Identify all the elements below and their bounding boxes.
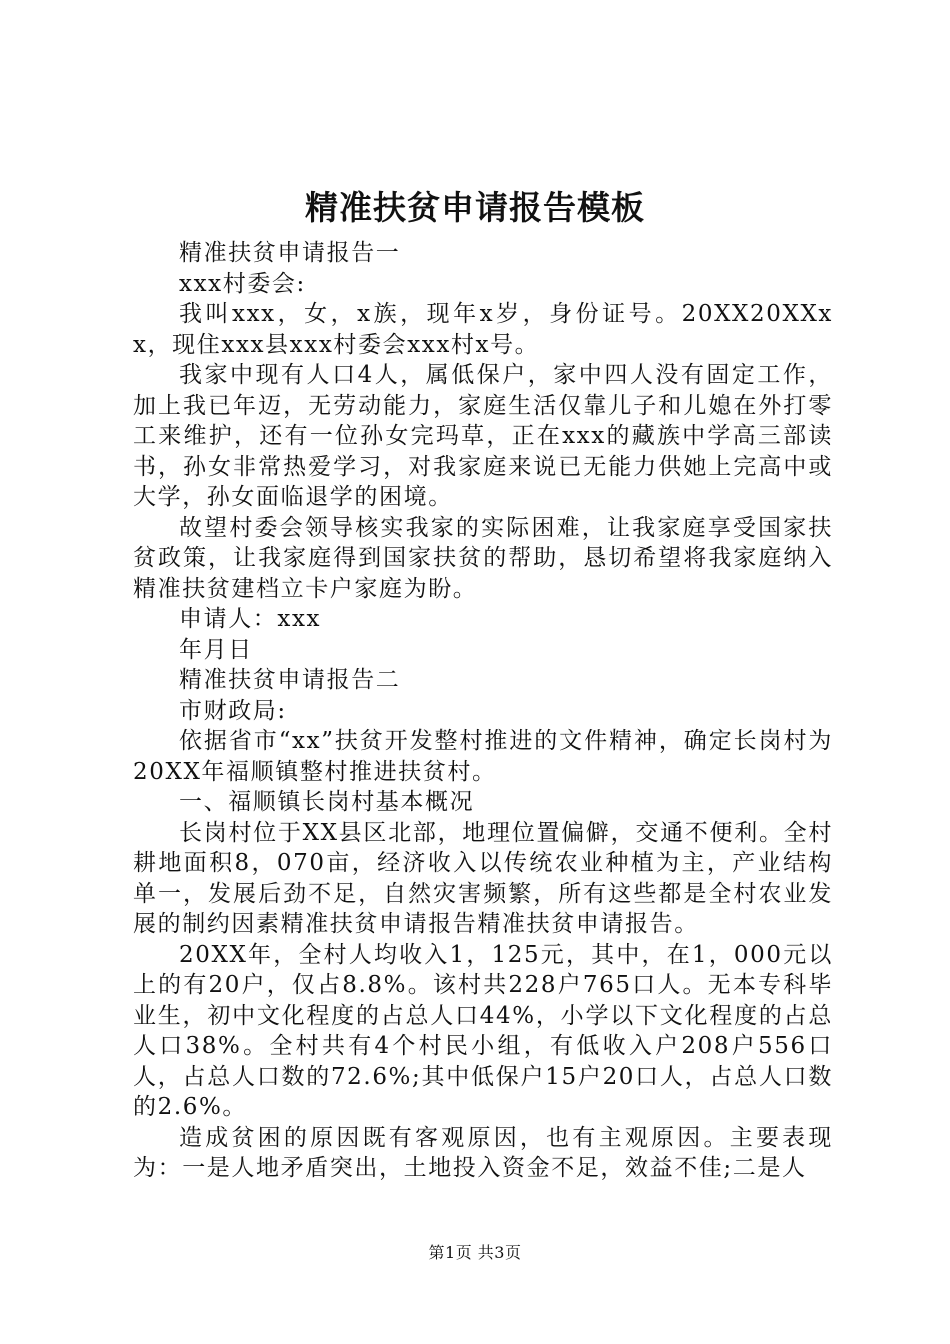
paragraph: 市财政局: [179,697,287,724]
document-title: 精准扶贫申请报告模板 [305,188,645,227]
paragraph: 申请人：xxx [179,606,322,632]
paragraph: 精准扶贫申请报告二 [179,667,401,693]
paragraph: 精准扶贫申请报告一 [179,240,401,266]
paragraph: 20XX年，全村人均收入1，125元，其中，在1，000元以上的有20户，仅占8.8%。该村共228户765口人。无本专科毕业生，初中文化程度的占总人口44%，小学以下文化程度的占总人口38%。全村共有4个村民小组，有低收入户208户556口人，占总人口数的72.6%;其中低保户15户20口人，占总人口数的2.6%。 [133,941,833,1120]
paragraph: 长岗村位于XX县区北部，地理位置偏僻，交通不便利。全村耕地面积8，070亩，经济收入以传统农业种植为主，产业结构单一，发展后劲不足，自然灾害频繁，所有这些都是全村农业发展的制约因素精准扶贫申请报告精准扶贫申请报告。 [133,819,833,937]
page-number-footer: 第1页 共3页 [428,1243,522,1262]
paragraph: 造成贫困的原因既有客观原因，也有主观原因。主要表现为：一是人地矛盾突出，土地投入资金不足，效益不佳;二是人 [133,1124,833,1181]
paragraph: 故望村委会领导核实我家的实际困难，让我家庭享受国家扶贫政策，让我家庭得到国家扶贫的帮助，恳切希望将我家庭纳入精准扶贫建档立卡户家庭为盼。 [133,514,833,602]
paragraph: 一、福顺镇长岗村基本概况 [179,789,475,815]
paragraph: 我叫xxx，女，x族，现年x岁，身份证号。20XX20XXxx，现住xxx县xxx村委会xxx村x号。 [133,301,833,358]
document-body [133,238,833,1184]
paragraph: 年月日 [179,636,253,663]
paragraph: 我家中现有人口4人，属低保户，家中四人没有固定工作，加上我已年迈，无劳动能力，家庭生活仅靠儿子和儿媳在外打零工来维护，还有一位孙女完玛草，正在xxx的藏族中学高三部读书，孙女非常热爱学习，对我家庭来说已无能力供她上完高中或大学，孙女面临退学的困境。 [133,362,833,510]
paragraph: xxx村委会: [179,270,306,297]
paragraph: 依据省市“xx”扶贫开发整村推进的文件精神，确定长岗村为20XX年福顺镇整村推进扶贫村。 [133,728,833,785]
